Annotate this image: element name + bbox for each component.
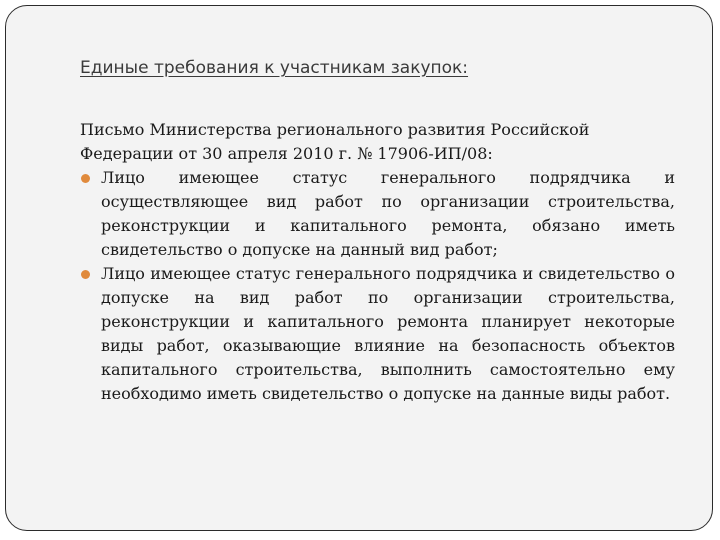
bullet-text: Лицо имеющее статус генерального подрядчика и осуществляющее вид работ по организации строительства, реконструкции и капитального ремонта, обязано иметь свидетельство о допуске на данный вид работ; — [101, 168, 675, 259]
bullet-text: Лицо имеющее статус генерального подрядчика и свидетельство о допуске на вид работ по организации строительства, реконструкции и капитального ремонта планирует некоторые виды работ, оказывающие влияние на безопасность объектов капитального строительства, выполнить самостоятельно ему необходимо иметь свидетельство о допуске на данные виды работ. — [101, 264, 675, 403]
bullet-item — [80, 262, 675, 406]
slide-body — [80, 118, 675, 406]
bullet-list — [80, 166, 675, 406]
bullet-item — [80, 166, 675, 262]
slide-title: Единые требования к участникам закупок: — [80, 58, 469, 78]
bullet-dot-icon — [81, 270, 90, 279]
intro-paragraph: Письмо Министерства регионального развития Российской Федерации от 30 апреля 2010 г. № 17906-ИП/08: — [80, 120, 590, 163]
bullet-dot-icon — [81, 174, 90, 183]
